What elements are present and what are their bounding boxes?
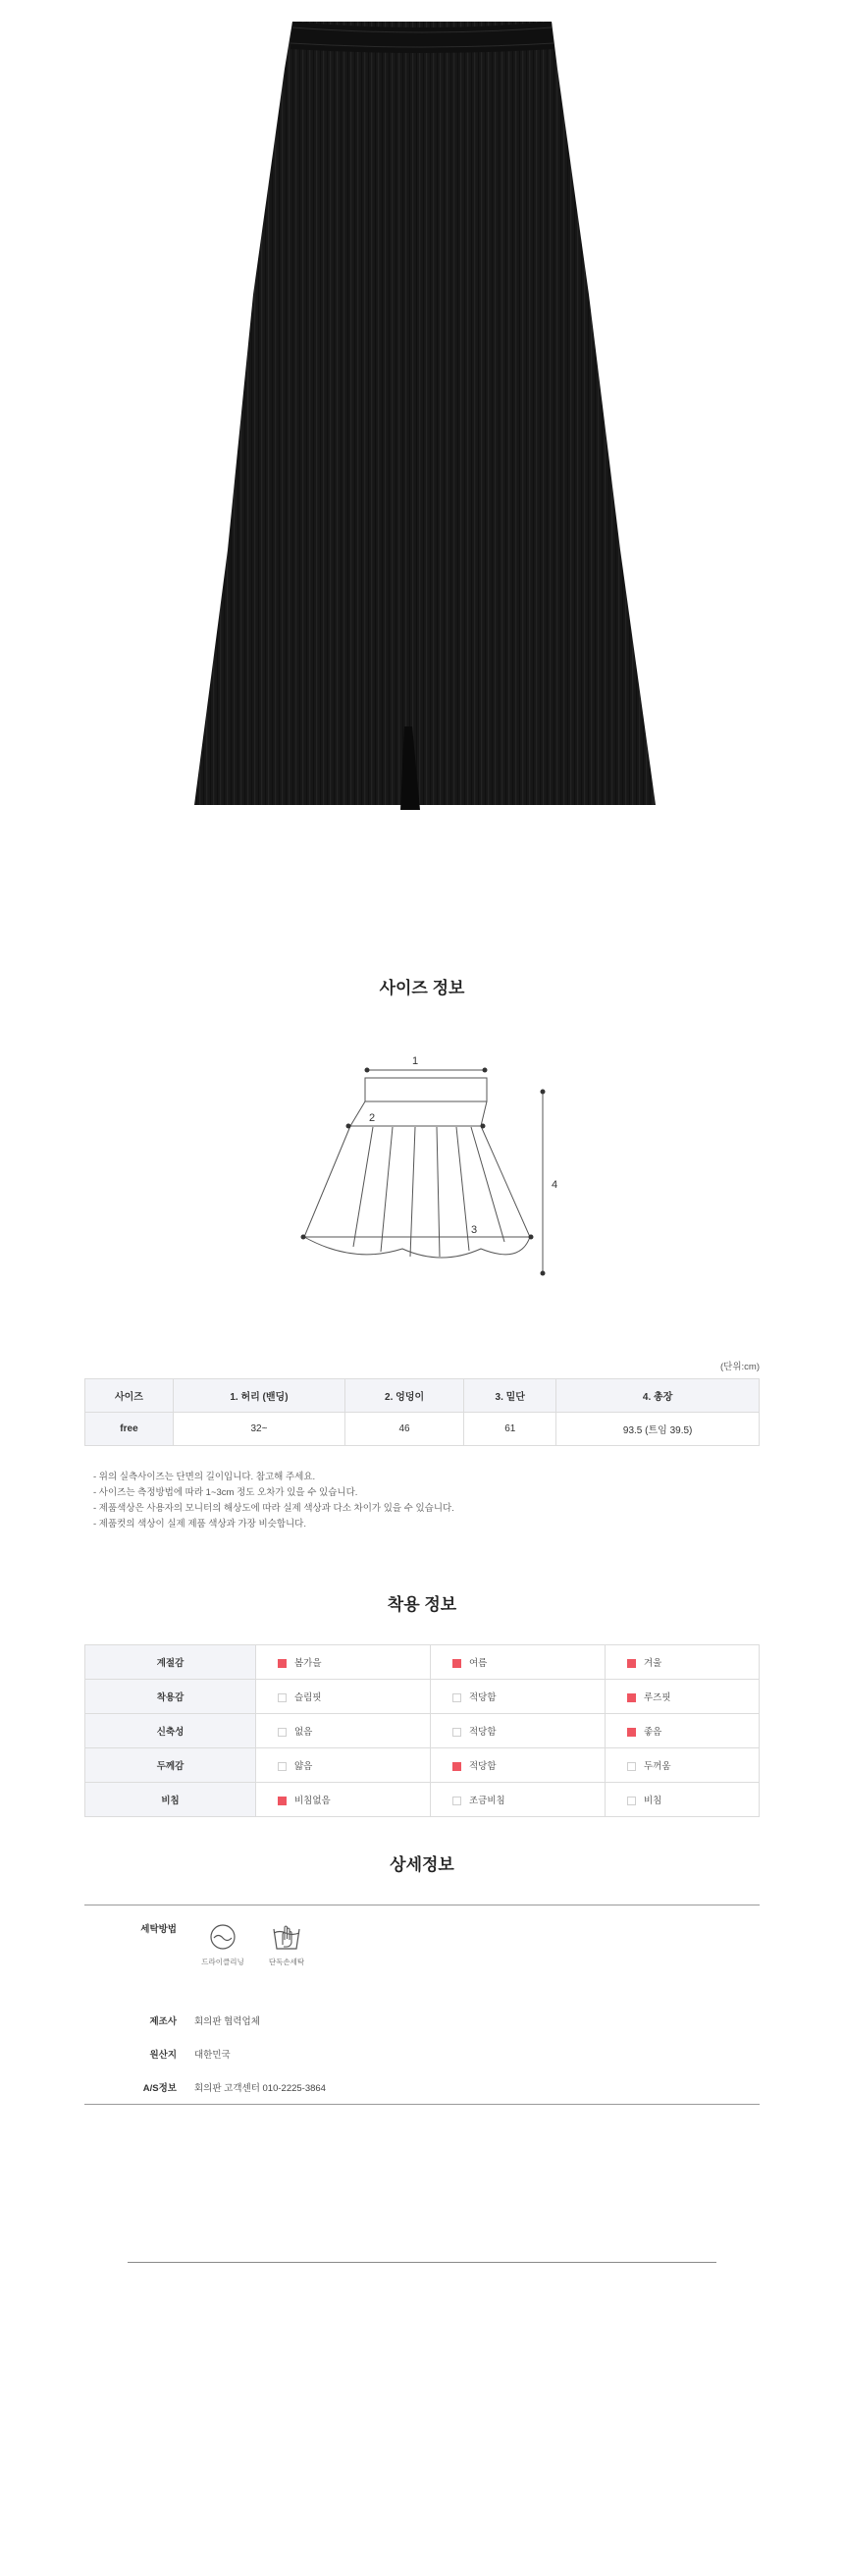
maker-value: 회의판 협력업체 xyxy=(194,2016,260,2027)
fit-option xyxy=(256,1680,431,1714)
as-label: A/S정보 xyxy=(142,2083,177,2094)
dry-clean-icon xyxy=(208,1923,237,1951)
fit-option xyxy=(606,1645,760,1680)
fit-option-label: 루즈핏 xyxy=(644,1692,671,1703)
checkbox-icon xyxy=(627,1659,636,1668)
wash-caption: 드라이클리닝 xyxy=(201,1958,244,1966)
fit-option-label: 슬림핏 xyxy=(294,1692,322,1703)
fit-option-label: 겨울 xyxy=(644,1658,662,1669)
product-image xyxy=(0,0,844,844)
fit-option xyxy=(256,1645,431,1680)
size-notes xyxy=(93,1470,454,1532)
fit-option xyxy=(256,1748,431,1783)
size-note: - 제품색상은 사용자의 모니터의 해상도에 따라 실제 색상과 다소 차이가 있을 수 있습니다. xyxy=(93,1503,454,1514)
fit-option xyxy=(431,1680,606,1714)
checkbox-icon xyxy=(627,1728,636,1737)
checkbox-icon xyxy=(278,1659,287,1668)
fit-option xyxy=(606,1714,760,1748)
fit-row-label: 계절감 xyxy=(85,1645,256,1680)
size-col-header: 1. 허리 (밴딩) xyxy=(173,1379,344,1413)
size-col-header: 4. 총장 xyxy=(556,1379,760,1413)
checkbox-icon xyxy=(278,1693,287,1702)
fit-option xyxy=(256,1714,431,1748)
fit-row xyxy=(85,1680,760,1714)
fit-section-title: 착용 정보 xyxy=(387,1595,457,1614)
size-table xyxy=(84,1378,760,1446)
fit-row xyxy=(85,1748,760,1783)
fit-option xyxy=(606,1783,760,1817)
size-table-header xyxy=(85,1379,760,1413)
fit-option-label: 조금비침 xyxy=(469,1796,505,1806)
fit-option xyxy=(431,1645,606,1680)
checkbox-icon xyxy=(627,1797,636,1805)
origin-label: 원산지 xyxy=(149,2050,177,2061)
checkbox-icon xyxy=(452,1762,461,1771)
detail-section-title: 상세정보 xyxy=(390,1855,454,1874)
size-note: - 위의 실측사이즈는 단면의 길이입니다. 참고해 주세요. xyxy=(93,1472,316,1482)
fit-row-label: 신축성 xyxy=(85,1714,256,1748)
checkbox-icon xyxy=(452,1797,461,1805)
fit-option-label: 비침 xyxy=(644,1796,662,1806)
as-value: 회의판 고객센터 010-2225-3864 xyxy=(194,2083,326,2094)
checkbox-icon xyxy=(452,1693,461,1702)
fit-option-label: 좋음 xyxy=(644,1727,662,1738)
checkbox-icon xyxy=(278,1762,287,1771)
fit-option-label: 비침없음 xyxy=(294,1796,331,1806)
size-col-header: 2. 엉덩이 xyxy=(344,1379,463,1413)
size-col-header: 3. 밑단 xyxy=(464,1379,556,1413)
diagram-label-3: 3 xyxy=(471,1224,478,1236)
skirt-size-diagram xyxy=(294,1041,579,1276)
fit-row xyxy=(85,1645,760,1680)
fit-row-label: 착용감 xyxy=(85,1680,256,1714)
fit-option xyxy=(431,1748,606,1783)
wash-method-label: 세탁방법 xyxy=(140,1924,177,1935)
fit-row-label: 두께감 xyxy=(85,1748,256,1783)
hand-wash-icon xyxy=(271,1921,302,1951)
checkbox-icon xyxy=(278,1728,287,1737)
fit-option xyxy=(606,1680,760,1714)
origin-value: 대한민국 xyxy=(194,2050,231,2061)
size-note: - 제품컷의 색상이 실제 제품 색상과 가장 비슷합니다. xyxy=(93,1519,306,1530)
fit-option-label: 얇음 xyxy=(294,1761,313,1772)
bottom-divider xyxy=(128,2262,716,2263)
size-cell: 46 xyxy=(344,1413,463,1446)
fit-row xyxy=(85,1714,760,1748)
size-note: - 사이즈는 측정방법에 따라 1~3cm 정도 오차가 있을 수 있습니다. xyxy=(93,1487,358,1498)
fit-option-label: 봄가을 xyxy=(294,1658,322,1669)
wash-caption: 단독손세탁 xyxy=(268,1958,305,1966)
fit-option-label: 여름 xyxy=(469,1658,488,1669)
size-cell: free xyxy=(85,1413,174,1446)
skirt-photo xyxy=(194,22,656,810)
size-table-row xyxy=(85,1413,760,1446)
fit-option xyxy=(256,1783,431,1817)
fit-option-label: 없음 xyxy=(294,1727,313,1738)
fit-option-label: 적당함 xyxy=(469,1727,497,1738)
unit-label: (단위:cm) xyxy=(720,1362,760,1372)
diagram-label-2: 2 xyxy=(369,1112,376,1124)
fit-row-label: 비침 xyxy=(85,1783,256,1817)
diagram-label-4: 4 xyxy=(552,1179,558,1191)
checkbox-icon xyxy=(627,1762,636,1771)
size-cell: 93.5 (트임 39.5) xyxy=(556,1413,760,1446)
fit-option xyxy=(606,1748,760,1783)
fit-option-label: 적당함 xyxy=(469,1761,497,1772)
diagram-label-1: 1 xyxy=(412,1055,419,1067)
checkbox-icon xyxy=(452,1728,461,1737)
checkbox-icon xyxy=(278,1797,287,1805)
size-cell: 61 xyxy=(464,1413,556,1446)
fit-option-label: 적당함 xyxy=(469,1692,497,1703)
size-cell: 32~ xyxy=(173,1413,344,1446)
fit-option xyxy=(431,1714,606,1748)
fit-option-label: 두꺼움 xyxy=(644,1761,671,1772)
fit-option xyxy=(431,1783,606,1817)
checkbox-icon xyxy=(452,1659,461,1668)
checkbox-icon xyxy=(627,1693,636,1702)
fit-table xyxy=(84,1644,760,1817)
detail-info xyxy=(84,1905,760,2105)
size-section-title: 사이즈 정보 xyxy=(379,979,465,997)
fit-row xyxy=(85,1783,760,1817)
size-col-header: 사이즈 xyxy=(85,1379,174,1413)
maker-label: 제조사 xyxy=(149,2016,177,2027)
